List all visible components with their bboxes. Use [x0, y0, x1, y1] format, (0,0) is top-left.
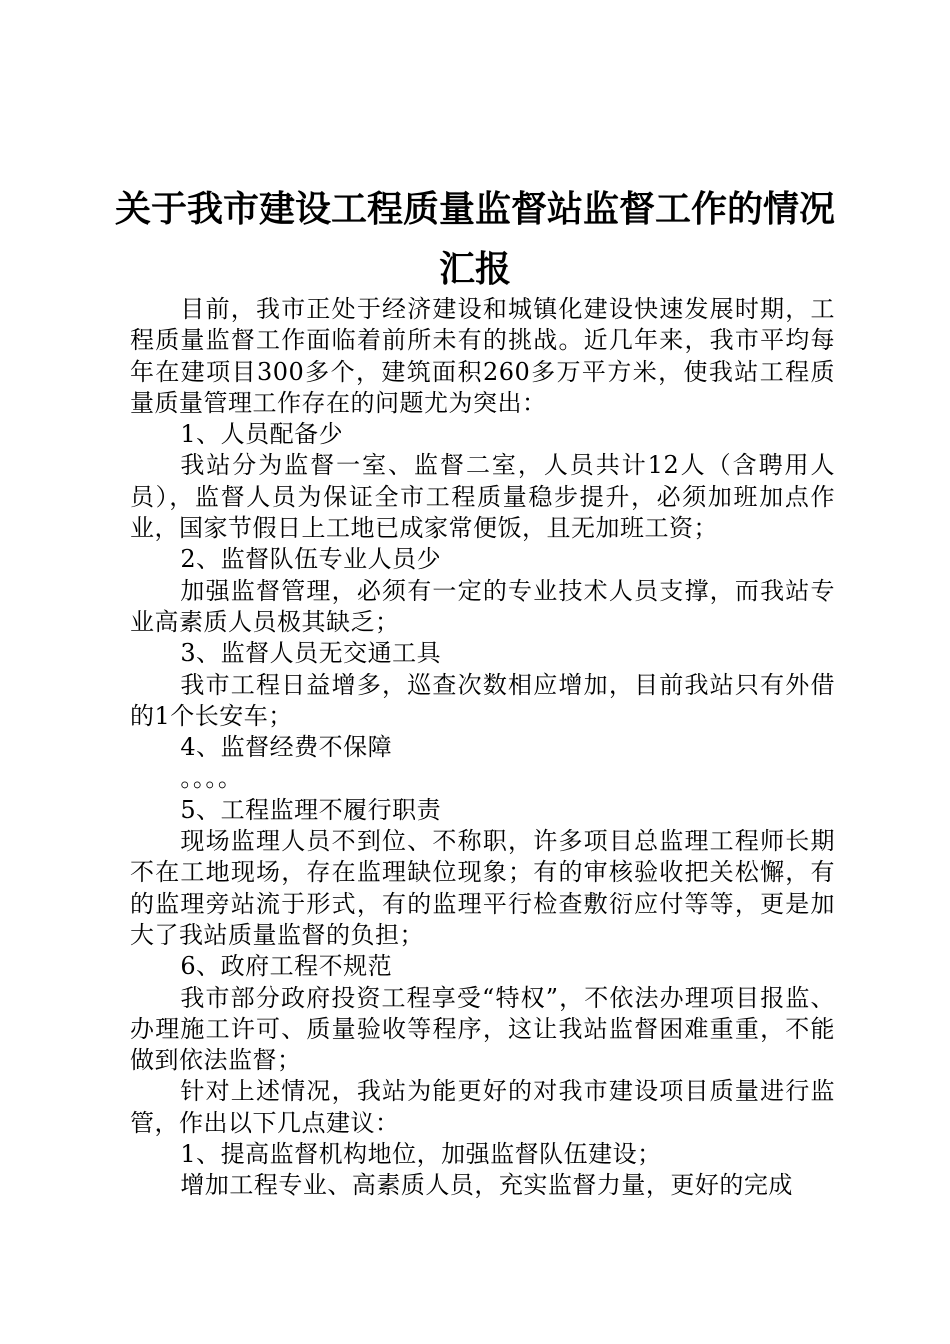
- recommendation-heading-1: 1、提高监督机构地位，加强监督队伍建设；: [180, 1140, 662, 1169]
- document-title-line-1: 关于我市建设工程质量监督站监督工作的情况: [114, 189, 835, 230]
- document-title-line-2: 汇报: [438, 249, 511, 290]
- funding-paragraph: 。。。。: [180, 764, 243, 793]
- government-projects-paragraph: 我市部分政府投资工程享受“特权”，不依法办理项目报监、办理施工许可、质量验收等程序，这让我站监督困难重重，不能做到依法监督；: [130, 983, 835, 1075]
- supervision-paragraph: 现场监理人员不到位、不称职，许多项目总监理工程师长期不在工地现场，存在监理缺位现象；有的审核验收把关松懈，有的监理旁站流于形式，有的监理平行检查敷衍应付等等，更是加大了我站质量监督的负担；: [130, 827, 835, 949]
- section-heading-staffing: 1、人员配备少: [180, 420, 344, 449]
- section-heading-government-projects: 6、政府工程不规范: [180, 952, 393, 981]
- staffing-paragraph: 我站分为监督一室、监督二室，人员共计12人（含聘用人员），监督人员为保证全市工程质量稳步提升，必须加班加点作业，国家节假日上工地已成家常便饭，且无加班工资；: [130, 451, 835, 543]
- document-body: [130, 294, 835, 1202]
- section-heading-specialists: 2、监督队伍专业人员少: [180, 545, 442, 574]
- intro-paragraph: 目前，我市正处于经济建设和城镇化建设快速发展时期，工程质量监督工作面临着前所未有的挑战。近几年来，我市平均每年在建项目300多个，建筑面积260多万平方米，使我站工程质量质量管理工作存在的问题尤为突出：: [130, 295, 835, 417]
- section-heading-transport: 3、监督人员无交通工具: [180, 639, 442, 668]
- transport-paragraph: 我市工程日益增多，巡查次数相应增加，目前我站只有外借的1个长安车；: [130, 670, 835, 730]
- specialists-paragraph: 加强监督管理，必须有一定的专业技术人员支撑，而我站专业高素质人员极其缺乏；: [130, 576, 835, 636]
- recommendations-intro-paragraph: 针对上述情况，我站为能更好的对我市建设项目质量进行监管，作出以下几点建议：: [130, 1077, 835, 1137]
- recommendation-paragraph-1: 增加工程专业、高素质人员，充实监督力量，更好的完成: [180, 1171, 793, 1200]
- section-heading-funding: 4、监督经费不保障: [180, 733, 393, 762]
- section-heading-supervision: 5、工程监理不履行职责: [180, 795, 442, 824]
